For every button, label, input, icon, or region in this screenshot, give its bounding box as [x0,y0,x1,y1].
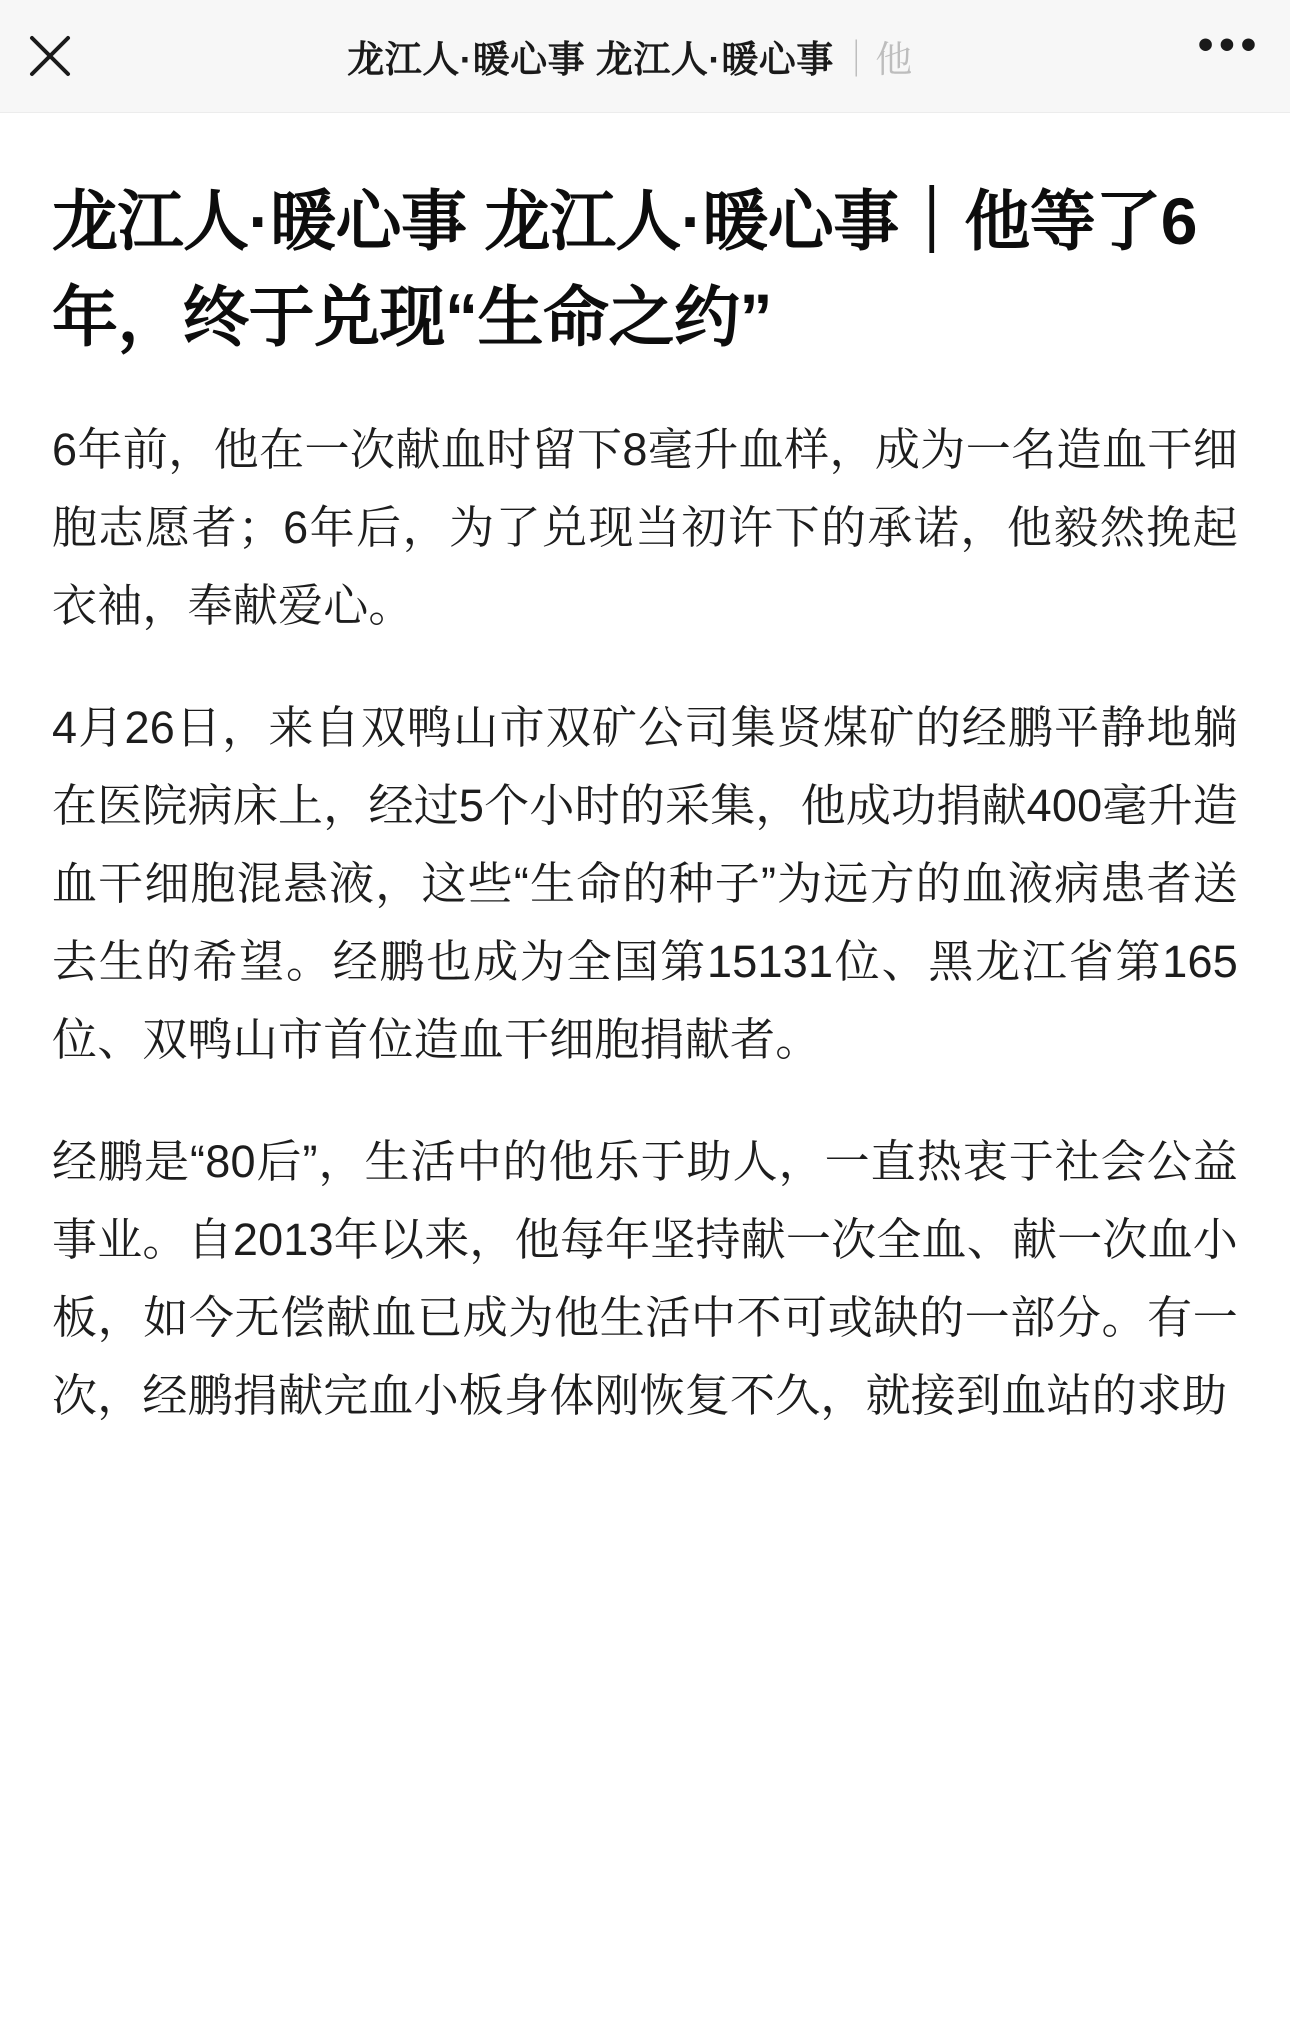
page-title-bar [100,29,1170,83]
topbar-title-text: 龙江人·暖心事 龙江人·暖心事 [347,39,834,80]
article-headline: 龙江人·暖心事 龙江人·暖心事｜他等了6年，终于兑现“生命之约” [52,184,1197,354]
browser-topbar [0,0,1290,113]
topbar-title-overflow: ｜他 [837,39,913,80]
more-options-icon: ••• [1197,20,1263,69]
article-paragraph: 4月26日，来自双鸭山市双矿公司集贤煤矿的经鹏平静地躺在医院病床上，经过5个小时的采集，他成功捐献400毫升造血干细胞混悬液，这些“生命的种子”为远方的血液病患者送去生的希望。经鹏也成为全国第15131位、黑龙江省第165位、双鸭山市首位造血干细胞捐献者。 [52,702,1238,1065]
article-paragraph: 6年前，他在一次献血时留下8毫升血样，成为一名造血干细胞志愿者；6年后，为了兑现当初许下的承诺，他毅然挽起衣袖，奉献爱心。 [52,424,1238,631]
more-options-button[interactable] [1170,0,1290,113]
article-paragraph: 经鹏是“80后”，生活中的他乐于助人，一直热衷于社会公益事业。自2013年以来，他每年坚持献一次全血、献一次血小板，如今无偿献血已成为他生活中不可或缺的一部分。有一次，经鹏捐献完血小板身体刚恢复不久，就接到血站的求助 [52,1136,1238,1421]
close-button[interactable] [0,0,100,113]
close-icon [27,33,73,79]
article-body [0,113,1290,1475]
